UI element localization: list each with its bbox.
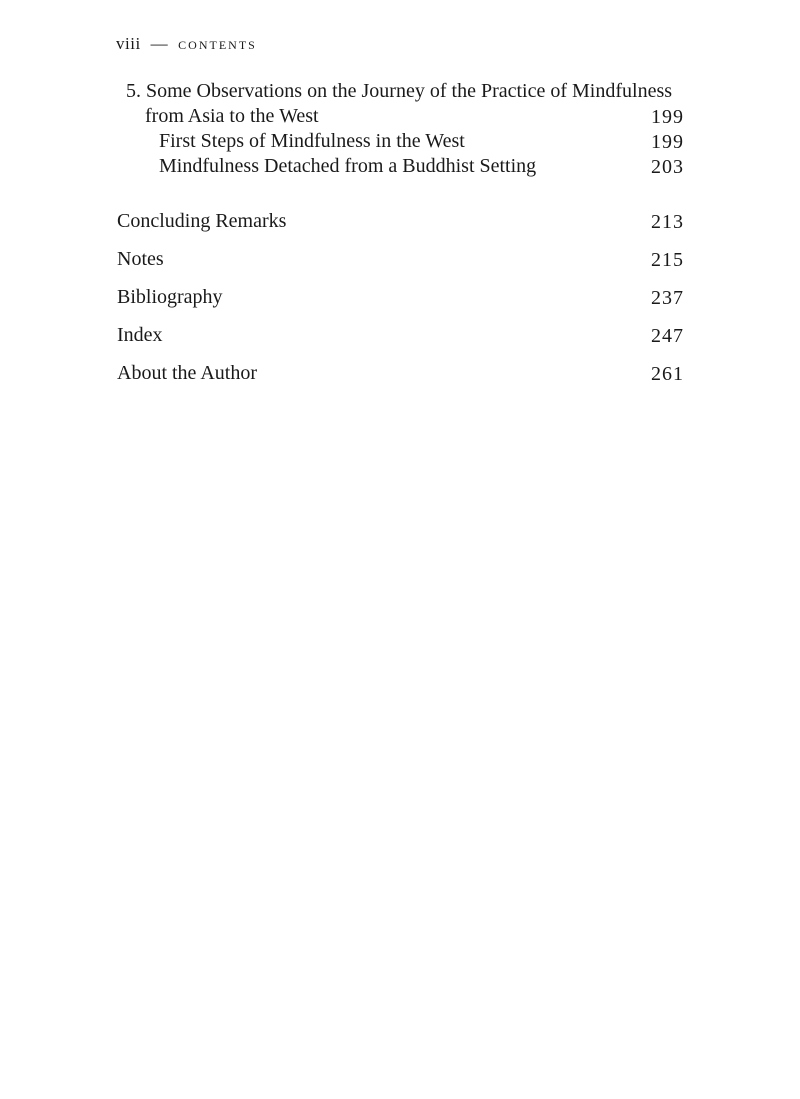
toc-chapter-5-page: 199	[651, 106, 684, 128]
toc-bibliography-page: 237	[651, 287, 684, 309]
running-head-dash: —	[150, 34, 169, 53]
toc-concluding-remarks-title[interactable]: Concluding Remarks	[117, 210, 287, 232]
running-head	[116, 34, 257, 54]
toc-chapter-5-title-part1: Some Observations on the Journey of the Practice of Mindfulness	[146, 80, 673, 102]
toc-notes-page: 215	[651, 249, 684, 271]
toc-index-title[interactable]: Index	[117, 324, 163, 346]
toc-subsection-2-title[interactable]: Mindfulness Detached from a Buddhist Setting	[159, 155, 537, 177]
toc-chapter-5-number: 5.	[126, 80, 141, 102]
toc-subsection-1-page: 199	[651, 131, 684, 153]
toc-notes-title[interactable]: Notes	[117, 248, 164, 270]
toc-about-author-title[interactable]: About the Author	[117, 362, 257, 384]
toc-concluding-remarks-page: 213	[651, 211, 684, 233]
toc-chapter-5-title-line1[interactable]	[126, 80, 672, 103]
toc-about-author-page: 261	[651, 363, 684, 385]
toc-subsection-2-page: 203	[651, 156, 684, 178]
toc-chapter-5-title-line2[interactable]: from Asia to the West	[145, 105, 319, 127]
running-head-section: contents	[178, 34, 257, 53]
toc-bibliography-title[interactable]: Bibliography	[117, 286, 223, 308]
toc-index-page: 247	[651, 325, 684, 347]
running-head-page-number: viii	[116, 34, 141, 53]
toc-subsection-1-title[interactable]: First Steps of Mindfulness in the West	[159, 130, 465, 152]
